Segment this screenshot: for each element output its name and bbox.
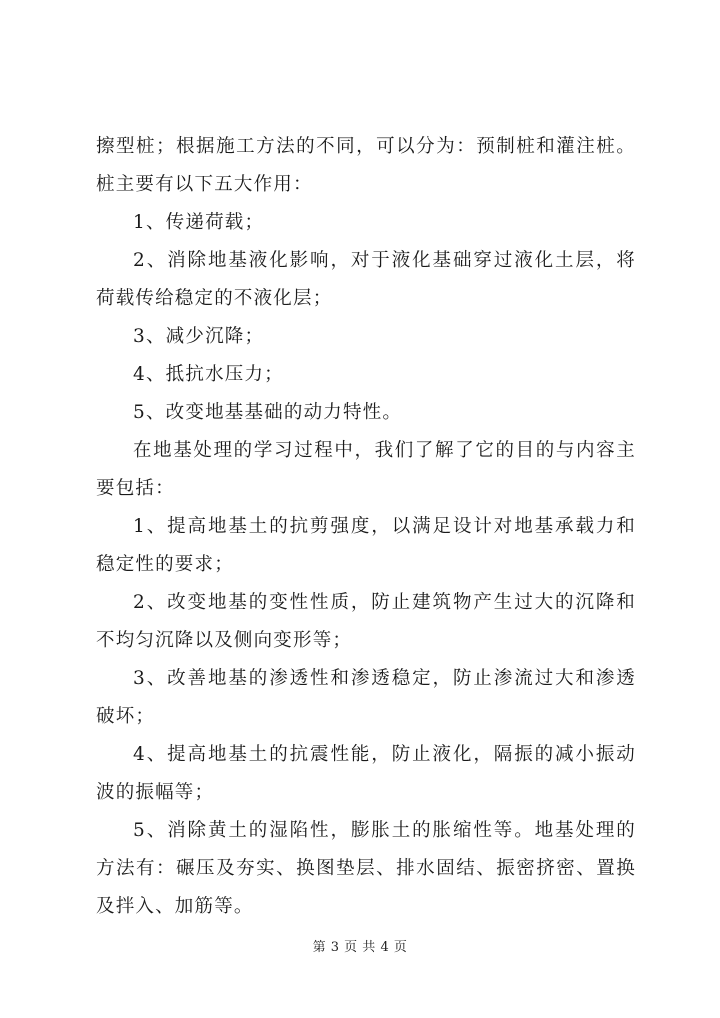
page-number-footer: 第 3 页 共 4 页 [312,940,408,955]
paragraph-treatment-goal-4: 4、提高地基土的抗震性能，防止液化，隔振的减小振动波的振幅等； [96,744,636,803]
paragraph-pile-role-4: 4、抵抗水压力； [133,364,284,385]
document-body [96,128,636,926]
paragraph-pile-role-1: 1、传递荷载； [133,212,265,233]
paragraph-treatment-goal-1: 1、提高地基土的抗剪强度，以满足设计对地基承载力和稳定性的要求； [96,516,636,575]
paragraph-treatment-intro: 在地基处理的学习过程中，我们了解了它的目的与内容主要包括： [96,440,636,499]
paragraph-treatment-goal-2: 2、改变地基的变性性质，防止建筑物产生过大的沉降和不均匀沉降以及侧向变形等； [96,592,636,651]
paragraph-treatment-goal-5: 5、消除黄土的湿陷性，膨胀土的胀缩性等。地基处理的方法有：碾压及夯实、换图垫层、排水固结、振密挤密、置换及拌入、加筋等。 [96,820,636,917]
paragraph-pile-role-5: 5、改变地基基础的动力特性。 [133,402,403,423]
paragraph-continuation: 擦型桩；根据施工方法的不同，可以分为：预制桩和灌注桩。桩主要有以下五大作用： [96,136,636,195]
paragraph-pile-role-3: 3、减少沉降； [133,326,265,347]
paragraph-treatment-goal-3: 3、改善地基的渗透性和渗透稳定，防止渗流过大和渗透破坏； [96,668,636,727]
paragraph-pile-role-2: 2、消除地基液化影响，对于液化基础穿过液化土层，将荷载传给稳定的不液化层； [96,250,636,309]
